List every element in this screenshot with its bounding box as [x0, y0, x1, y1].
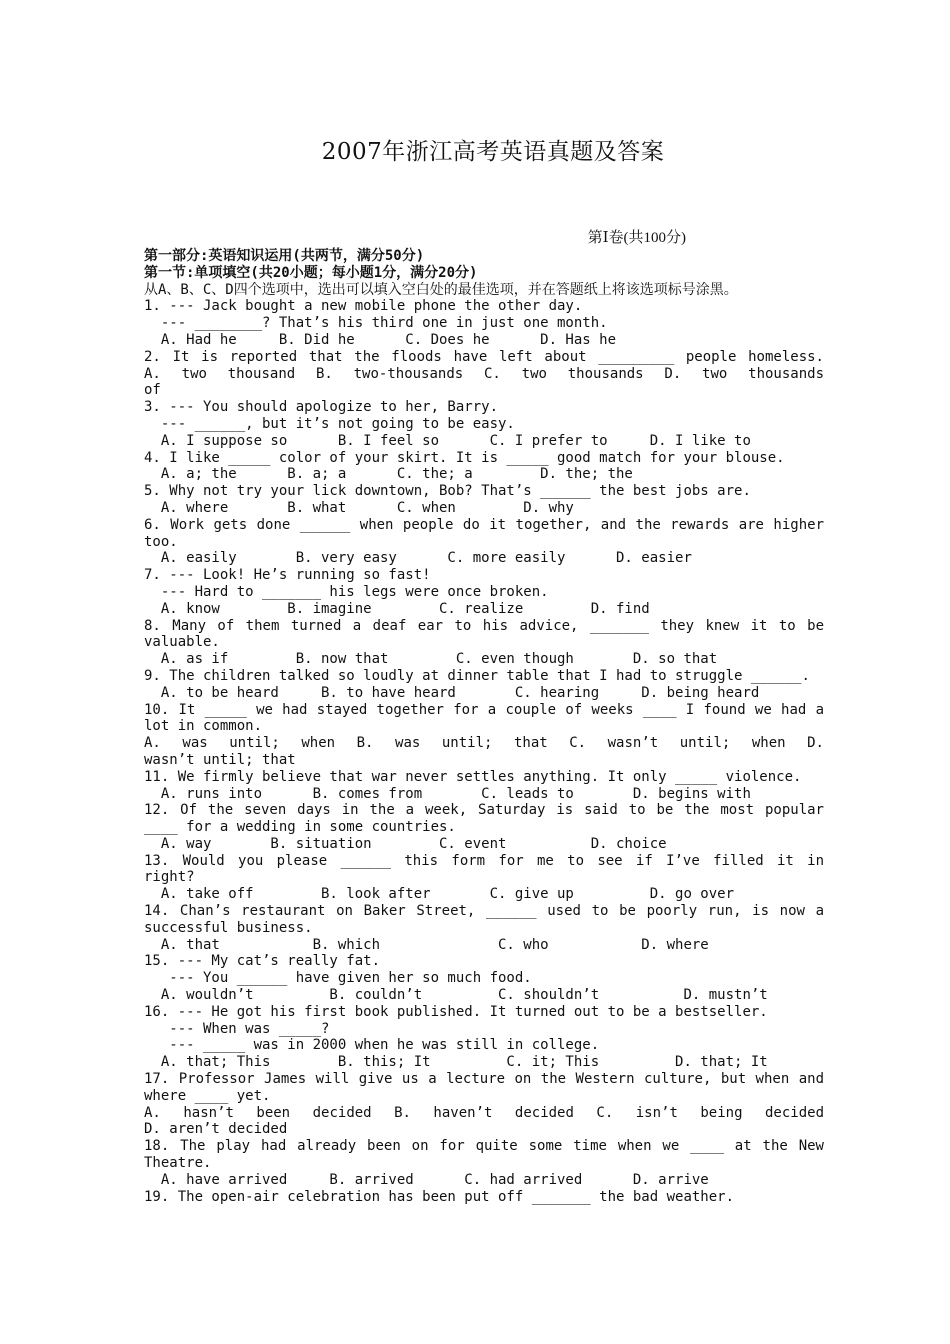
text-line: 4. I like _____ color of your skirt. It is _____ good match for your blouse.: [144, 449, 785, 466]
text-line: 5. Why not try your lick downtown, Bob? That’s ______ the best jobs are.: [144, 483, 751, 500]
text-line: 6. Work gets done ______ when people do it together, and the rewards are higher: [144, 516, 824, 533]
text-line: successful business.: [144, 919, 313, 936]
text-line: A. to be heard B. to have heard C. hearing D. being heard: [144, 684, 760, 701]
text-line: 11. We firmly believe that war never settles anything. It only _____ violence.: [144, 768, 802, 785]
text-line: 15. --- My cat’s really fat.: [144, 953, 381, 970]
text-line: --- You ______ have given her so much food.: [144, 970, 532, 987]
text-line: right?: [144, 869, 195, 886]
text-line: 3. --- You should apologize to her, Barry.: [144, 399, 499, 416]
text-line: 从A、B、C、D四个选项中，选出可以填入空白处的最佳选项，并在答题纸上将该选项标号涂黑。: [144, 281, 738, 298]
text-line: 9. The children talked so loudly at dinner table that I had to struggle ______.: [144, 667, 810, 684]
text-line: --- ______, but it’s not going to be easy.: [144, 415, 515, 432]
text-line: wasn’t until; that: [144, 751, 296, 768]
text-line: 7. --- Look! He’s running so fast!: [144, 567, 431, 584]
text-line: too.: [144, 533, 178, 550]
text-line: lot in common.: [144, 718, 263, 735]
text-line: 19. The open-air celebration has been put off _______ the bad weather.: [144, 1188, 735, 1205]
text-line: where ____ yet.: [144, 1087, 271, 1104]
text-line: 8. Many of them turned a deaf ear to his advice, _______ they knew it to be: [144, 617, 824, 634]
document-body: [144, 248, 824, 1205]
text-line: A. two thousand B. two-thousands C. two thousands D. two thousands: [144, 365, 824, 382]
text-line: --- _____ was in 2000 when he was still in college.: [144, 1037, 600, 1054]
text-line: A. way B. situation C. event D. choice: [144, 835, 667, 852]
text-line: A. take off B. look after C. give up D. go over: [144, 886, 735, 903]
text-line: A. hasn’t been decided B. haven’t decided C. isn’t being decided: [144, 1104, 824, 1121]
text-line: A. wouldn’t B. couldn’t C. shouldn’t D. mustn’t: [144, 987, 768, 1004]
text-line: 17. Professor James will give us a lecture on the Western culture, but when and: [144, 1071, 824, 1088]
text-line: of: [144, 382, 161, 399]
text-line: --- Hard to _______ his legs were once broken.: [144, 583, 549, 600]
text-line: 16. --- He got his first book published. It turned out to be a bestseller.: [144, 1003, 768, 1020]
text-line: 2. It is reported that the floods have left about _________ people homeless.: [144, 348, 824, 365]
text-line: --- When was _____?: [144, 1020, 330, 1037]
text-line: A. Had he B. Did he C. Does he D. Has he: [144, 331, 617, 348]
text-line: A. a; the B. a; a C. the; a D. the; the: [144, 466, 633, 483]
section-heading: 第一部分:英语知识运用(共两节，满分50分): [144, 248, 425, 264]
text-line: D. aren’t decided: [144, 1121, 288, 1138]
volume-heading: 第Ⅰ卷(共100分): [587, 230, 686, 246]
text-line: --- ________? That’s his third one in just one month.: [144, 315, 608, 332]
text-line: 1. --- Jack bought a new mobile phone the other day.: [144, 298, 583, 315]
text-line: 10. It _____ we had stayed together for a couple of weeks ____ I found we had a: [144, 701, 824, 718]
text-line: 12. Of the seven days in the a week, Saturday is said to be the most popular: [144, 802, 824, 819]
text-line: A. easily B. very easy C. more easily D. easier: [144, 550, 692, 567]
text-line: 14. Chan’s restaurant on Baker Street, ______ used to be poorly run, is now a: [144, 903, 824, 920]
text-line: A. I suppose so B. I feel so C. I prefer to D. I like to: [144, 432, 751, 449]
section-heading: 第一节:单项填空(共20小题；每小题1分，满分20分): [144, 264, 478, 281]
text-line: 13. Would you please ______ this form for me to see if I’ve filled it in: [144, 852, 824, 869]
text-line: valuable.: [144, 634, 220, 651]
text-line: Theatre.: [144, 1155, 212, 1172]
text-line: 18. The play had already been on for quite some time when we ____ at the New: [144, 1138, 824, 1155]
text-line: A. where B. what C. when D. why: [144, 499, 574, 516]
text-line: A. was until; when B. was until; that C. wasn’t until; when D.: [144, 735, 824, 752]
text-line: A. as if B. now that C. even though D. so that: [144, 651, 718, 668]
text-line: A. runs into B. comes from C. leads to D. begins with: [144, 785, 751, 802]
text-line: ____ for a wedding in some countries.: [144, 819, 456, 836]
text-line: A. have arrived B. arrived C. had arrived D. arrive: [144, 1171, 709, 1188]
document-title: 2007年浙江高考英语真题及答案: [321, 139, 665, 165]
text-line: A. know B. imagine C. realize D. find: [144, 600, 650, 617]
text-line: A. that B. which C. who D. where: [144, 936, 709, 953]
text-line: A. that; This B. this; It C. it; This D. that; It: [144, 1054, 768, 1071]
